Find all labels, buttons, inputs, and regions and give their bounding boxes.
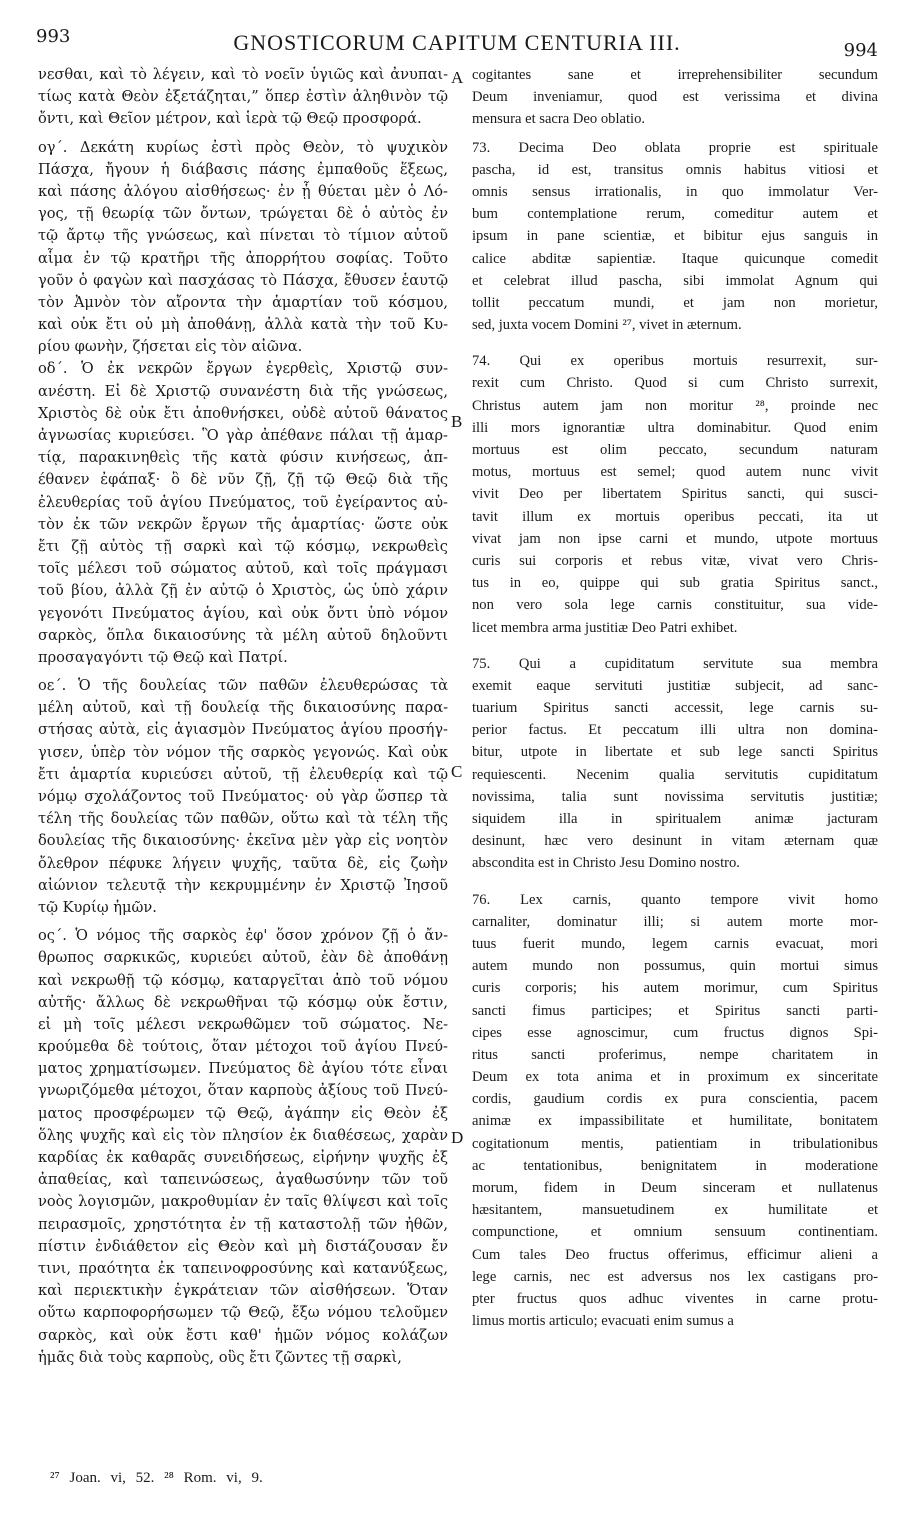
text-line: animæ ex impassibilitate et humilitate, bonitatem [472, 1113, 878, 1130]
text-line: abscondita est in Christo Jesu Domino nostro. [472, 855, 740, 872]
text-line: lege carnis, nec est adversus nos lex castigans pro- [472, 1268, 878, 1285]
text-line: ογ΄. Δεκάτη κυρίως ἐστὶ πρὸς Θεὸν, τὸ ψυχικὸν [38, 138, 448, 156]
latin-paragraph-p73 [472, 137, 878, 337]
text-line: έθανεν ἐφάπαξ· ὃ δὲ νῦν ζῇ, ζῇ τῷ Θεῷ διὰ τῆς [38, 471, 448, 489]
paragraph-gap [472, 875, 878, 889]
text-line: στήσας αὐτὰ, εἰς ἁγιασμὸν Πνεύματος ἁγίου προσήγ- [38, 721, 448, 739]
text-line: σαρκὸς, ὅπλα δικαιοσύνης τὰ μέλη αὐτοῦ δηλοῦντι [38, 626, 448, 644]
text-line: αἷμα ἐν τῷ κρατῆρι τῆς ἀπορρήτου σοφίας. Τοῦτο [38, 249, 448, 267]
text-line: ὄντι, καὶ Θεῖον μέτρον, καὶ ἱερὰ τῷ Θεῷ προσφορά. [38, 110, 422, 128]
text-line: ματος χρηματίσωμεν. Πνεύματος δὲ ἁγίου τότε εἶναι [38, 1060, 448, 1078]
text-line: σαρκὸς, καὶ οὐκ ἔστι καθ' ἡμῶν νόμος κολάζων [38, 1326, 448, 1344]
text-line: mortuus est olim peccato, secundum naturam [472, 442, 878, 458]
text-line: αἰώνιον τελευτᾷ τὴν κεκρυμμένην ἐν Χριστῷ Ἰησοῦ [38, 876, 448, 894]
text-line: ἀγνωσίας κυριεύσει. Ὃ γὰρ ἀπέθανε πάλαι τῇ ἁμαρ- [38, 427, 448, 444]
text-line: sancti fimus participes; et Spiritus sancti parti- [472, 1002, 878, 1019]
greek-paragraph-p0 [38, 64, 448, 131]
latin-paragraph-p75 [472, 653, 878, 875]
text-line: τοῦ βίου, ἀλλὰ ζῇ ἐν αὐτῷ ὁ Χριστὸς, ὡς ὑπὸ χάριν [38, 582, 448, 600]
text-line: curis sui corporis et rebus vitæ, vivat vero Chris- [472, 552, 878, 569]
text-line: desinunt, hæc vero desinunt in vitam æternam quæ [472, 833, 878, 850]
text-line: hæsitantem, mansuetudinem ex humilitate et [472, 1202, 878, 1219]
text-line: θρωπος σαρκικῶς, κυριεύει αὐτοῦ, ἐὰν δὲ ἀποθάνῃ [38, 949, 448, 967]
text-line: calice abditæ sapientiæ. Itaque quicunque comedit [472, 250, 878, 267]
text-line: cipes esse agnoscimur, cum fructus dignos Spi- [472, 1024, 878, 1041]
text-line: γισεν, ὑπὲρ τὸν νόμον τῆς σαρκὸς γεγονώς. Καὶ οὐκ [38, 743, 448, 761]
text-line: ρίου φωνὴν, ζήσεται εἰς τὸν αἰῶνα. [38, 338, 303, 356]
text-line: τέλη τῆς δουλείας τῶν παθῶν, οὕτω καὶ τὰ τέλη τῆς [38, 810, 448, 828]
text-line: bum contemplatione rerum, comeditur autem et [472, 206, 878, 223]
text-line: sed, juxta vocem Domini ²⁷, vivet in æternum. [472, 317, 742, 334]
text-line: νόμῳ σχολάζοντος τοῦ Πνεύματος· οὐ γὰρ ὥσπερ τὰ [38, 788, 448, 805]
text-line: Deum inveniamur, quod est verissima et divina [472, 89, 878, 106]
text-line: πίστιν ἐνδιάθετον εἰς Θεὸν καὶ μὴ διστάζουσαν ἔν [38, 1237, 448, 1255]
text-line: αὐτῆς· ἄλλως δὲ νεκρωθῆναι τῷ κόσμῳ οὐκ ἔστιν, [38, 993, 448, 1011]
text-line: τὸν Ἀμνὸν τὸν αἴροντα τὴν ἁμαρτίαν τοῦ κόσμου, [38, 293, 448, 311]
text-line: requiescenti. Necenim qualia servitutis cupiditatum [472, 766, 878, 783]
text-line: τῷ ἄρτῳ τῆς γνώσεως, καὶ πίνεται τὸ τίμιον αὐτοῦ [38, 227, 448, 245]
text-line: Πάσχα, ἤγουν ἡ διάβασις πάσης ἐμπαθοῦς ἕξεως, [38, 160, 448, 178]
running-title: GNOSTICORUM CAPITUM CENTURIA III. [233, 30, 681, 55]
text-line: τῷ Κυρίῳ ἡμῶν. [38, 898, 157, 916]
text-line: illi mors ignorantiæ ultra dominabitur. Quod enim [472, 419, 878, 436]
text-line: Christus autem jam non moritur ²⁸, proinde nec [472, 397, 878, 414]
text-line: vivit Deo per libertatem Spiritus sancti, qui susci- [472, 486, 878, 503]
text-line: πειρασμοῖς, χρηστότητα ἐν τῇ καταστολῇ τῶν ἠθῶν, [38, 1215, 448, 1233]
text-line: ἀπαθείας, καὶ ταπεινώσεως, ἀγαθωσύνην τῶν τοῦ [38, 1171, 448, 1189]
text-line: limus mortis articulo; evacuati enim sumus a [472, 1313, 734, 1330]
text-line: καρδίας ἐκ καθαρᾶς συνειδήσεως, εἰρήνην ψυχῆς ἐξ [38, 1149, 448, 1166]
text-line: 76. Lex carnis, quanto tempore vivit homo [472, 891, 878, 908]
page-header [0, 26, 914, 60]
text-line: νεσθαι, καὶ τὸ λέγειν, καὶ τὸ νοεῖν ὑγιῶς καὶ ἀνυπαι- [38, 66, 448, 83]
text-line: morum, fidem in Deum sinceram et nullatenus [472, 1180, 878, 1196]
text-line: ος΄. Ὁ νόμος τῆς σαρκὸς ἐφ' ὅσον χρόνον ζῇ ὁ ἄν- [38, 927, 448, 945]
text-line: rexit cum Christo. Quod si cum Christo surrexit, [472, 375, 878, 392]
text-line: cordis, gaudium cordis ex pura conscientia, pacem [472, 1091, 878, 1108]
latin-paragraph-p74 [472, 350, 878, 638]
text-line: γοῦν ὁ φαγὼν καὶ πασχάσας τὸ Πάσχα, ἔθυσεν ἑαυτῷ [38, 271, 448, 289]
greek-paragraph-p74 [38, 358, 448, 669]
text-line: et celebrat illud pascha, sibi immolat Agnum qui [472, 272, 878, 289]
text-line: ἐλευθερίας τοῦ ἁγίου Πνεύματος, τοῦ ἐγείραντος αὐ- [38, 493, 448, 511]
text-line: εἰ μὴ τοῖς μέλεσι νεκρωθῶμεν τοῦ σώματος. Νε- [38, 1015, 448, 1033]
text-line: τίως κατὰ Θεὸν ἐξετάζηται,” ὅπερ ἐστὶν ἀληθινὸν τῷ [38, 88, 448, 106]
text-line: bitur, utpote in libertate et sub lege sancti Spiritus [472, 744, 878, 761]
text-line: ὅλης ψυχῆς καὶ εἰς τὸν πλησίον ἐκ διαθέσεως, χαρὰν [38, 1126, 448, 1144]
text-line: cogitationum mentis, patientiam in tribulationibus [472, 1135, 878, 1152]
text-line: οδ΄. Ὁ ἐκ νεκρῶν ἔργων ἐγερθεὶς, Χριστῷ συν- [38, 360, 448, 378]
text-line: τοῖς μέλεσι τοῦ σώματος αὐτοῦ, καὶ τοῖς πράγμασι [38, 560, 448, 578]
text-line: ritus sancti proferimus, nempe charitatem in [472, 1046, 878, 1063]
text-line: γεγονότι Πνεύματος ἁγίου, καὶ οὐκ ὄντι ὑπὸ νόμον [38, 604, 448, 622]
text-line: vivat jam non ipse carni et mundo, utpote mortuus [472, 530, 878, 547]
page-number-left: 993 [36, 26, 71, 47]
text-line: exemit eaque servituti justitiæ subjecit, ad sanc- [472, 677, 878, 694]
latin-paragraph-p0 [472, 64, 878, 131]
text-line: καὶ πάσης ἀλόγου αἰσθήσεως· ἐν ᾗ θύεται μὲν ὁ Λό- [38, 182, 448, 200]
text-line: tollit peccatum mundi, et jam non morietur, [472, 294, 878, 311]
text-line: ὄλεθρον πέφυκε λήγειν ψυχῆς, ταῦτα δὲ, εἰς ζωὴν [38, 854, 448, 872]
greek-paragraph-p76 [38, 925, 448, 1369]
footnotes: ²⁷ Joan. vi, 52. ²⁸ Rom. vi, 9. [50, 1470, 263, 1486]
text-line: motus, mortuus est semel; quod autem nunc vivit [472, 464, 878, 481]
text-line: προσαγαγόντι τῷ Θεῷ καὶ Πατρί. [38, 648, 288, 666]
text-line: γος, τῇ θεωρίᾳ τῶν ὄντων, τρώγεται δὲ ὁ αὐτὸς ἐν [38, 205, 448, 223]
margin-marker-c: C [451, 762, 463, 781]
greek-paragraph-p75 [38, 675, 448, 919]
text-line: ἡμᾶς διὰ τοὺς καρποὺς, οὓς ἔτι ζῶντες τῇ σαρκὶ, [38, 1348, 402, 1366]
margin-marker-a: A [451, 68, 464, 87]
text-line: carnaliter, dominatur illi; si autem morte mor- [472, 913, 878, 930]
text-line: compunctione, et omnium sensuum continentiam. [472, 1224, 878, 1241]
paragraph-gap [472, 639, 878, 653]
text-line: μέλη αὐτοῦ, καὶ τῇ δουλείᾳ τῆς δικαιοσύνης παρα- [38, 699, 448, 717]
text-line: curis corporis; his autem morimur, cum Spiritus [472, 980, 878, 997]
text-line: cogitantes sane et irreprehensibiliter secundum [472, 67, 878, 83]
paragraph-gap [472, 336, 878, 350]
text-line: νοὸς λογισμῶν, μακροθυμίαν ἐν ταῖς θλίψεσι καὶ τοῖς [38, 1193, 448, 1211]
text-line: οὕτω καρποφορήσωμεν τῷ Θεῷ, ἔξω νόμου τελοῦμεν [38, 1304, 448, 1322]
text-line: ἔτι ἁμαρτία κυριεύσει αὐτοῦ, τῇ ἐλευθερίᾳ καὶ τῷ [38, 765, 448, 783]
greek-column [38, 64, 448, 1369]
text-line: γνωριζόμεθα μέτοχοι, ὅταν καρποὺς ἀξίους τοῦ Πνεύ- [38, 1082, 448, 1100]
text-line: τινι, πραότητα ἐκ ταπεινοφροσύνης καὶ κατανύξεως, [38, 1259, 448, 1277]
text-line: tuus fuerit mundo, legem carnis evacuat, mori [472, 935, 878, 952]
text-line: ματος προσφέρωμεν τῷ Θεῷ, ἀγάπην εἰς Θεὸν ἐξ [38, 1104, 448, 1122]
text-line: τὸν ἐκ τῶν νεκρῶν ἔργων τῆς ἁμαρτίας· ὥστε οὐκ [38, 515, 448, 533]
margin-marker-b: B [451, 412, 463, 431]
text-line: ipsum in pane scientiæ, et bibitur ejus sanguis in [472, 228, 878, 245]
page-number-right: 994 [843, 40, 878, 61]
text-line: καὶ περιεκτικὴν ἐγκράτειαν τῶν αἰσθήσεων. Ὅταν [38, 1282, 448, 1300]
text-line: κρούμεθα δὲ τούτοις, ὅταν μέτοχοι τοῦ ἁγίου Πνεύ- [38, 1038, 448, 1056]
text-line: mensura et sacra Deo oblatio. [472, 111, 646, 128]
text-line: perior factus. Et peccatum illi ultra non domina- [472, 722, 878, 739]
text-line: Χριστὸς δὲ οὐκ ἔτι ἀποθνήσκει, οὐδὲ αὐτοῦ θάνατος [38, 404, 448, 422]
text-line: siquidem illa in spiritualem animæ jacturam [472, 811, 878, 827]
text-line: pascha, id est, transitus omnis habitus vitiosi et [472, 161, 878, 178]
text-line: non vero sola lege carnis constituitur, sua vide- [472, 597, 878, 614]
greek-paragraph-p73 [38, 137, 448, 359]
text-line: καὶ οὐκ ἔτι οὐ μὴ ἀποθάνῃ, ἀλλὰ κατὰ τὴν τοῦ Κυ- [38, 316, 448, 334]
margin-marker-d: D [451, 1128, 464, 1147]
latin-paragraph-p76 [472, 889, 878, 1333]
text-line: licet membra arma justitiæ Deo Patri exhibet. [472, 619, 738, 636]
latin-column [472, 64, 878, 1332]
text-line: ἔτι ζῇ αὐτὸς τῇ σαρκὶ καὶ τῷ κόσμῳ, νεκρωθεὶς [38, 537, 448, 555]
text-line: καὶ νεκρωθῇ τῷ κόσμῳ, καταργεῖται ἀπὸ τοῦ νόμου [38, 971, 448, 989]
text-line: omnis sensus irrationalis, in quo immolatur Ver- [472, 183, 878, 200]
text-line: novissima, talia sunt novissima servitutis justitiæ; [472, 788, 878, 805]
text-line: ανέστη. Εἰ δὲ Χριστῷ συνανέστη διὰ τῆς γνώσεως, [38, 382, 448, 400]
text-line: ac tentationibus, benignitatem in moderatione [472, 1157, 878, 1174]
text-line: autem mundo non possumus, quin mortui simus [472, 958, 878, 975]
text-line: τίᾳ, παρακινηθεὶς τῆς κατὰ φύσιν κινήσεως, ἀπ- [38, 449, 448, 467]
text-line: tus in eo, quippe qui sub gratia Spiritus sanct., [472, 575, 878, 592]
text-line: 75. Qui a cupiditatum servitute sua membra [472, 655, 878, 672]
text-line: 74. Qui ex operibus mortuis resurrexit, sur- [472, 353, 878, 370]
text-line: pter fructus quos adhuc viventes in carne protu- [472, 1290, 878, 1307]
text-line: tuarium Spiritus sancti accessit, lege carnis su- [472, 700, 878, 717]
text-line: οε΄. Ὁ τῆς δουλείας τῶν παθῶν ἐλευθερώσας τὰ [38, 677, 448, 695]
text-line: Cum tales Deo fructus offerimus, efficimur alieni a [472, 1246, 878, 1263]
text-line: Deum ex tota anima et in proximum ex sinceritate [472, 1069, 878, 1086]
text-line: δουλείας τῆς δικαιοσύνης· ἐκεῖνα μὲν γὰρ εἰς νοητὸν [38, 832, 448, 850]
text-line: tavit illum ex mortuis operibus peccati, ita ut [472, 508, 878, 525]
text-line: 73. Decima Deo oblata proprie est spirituale [472, 139, 878, 156]
